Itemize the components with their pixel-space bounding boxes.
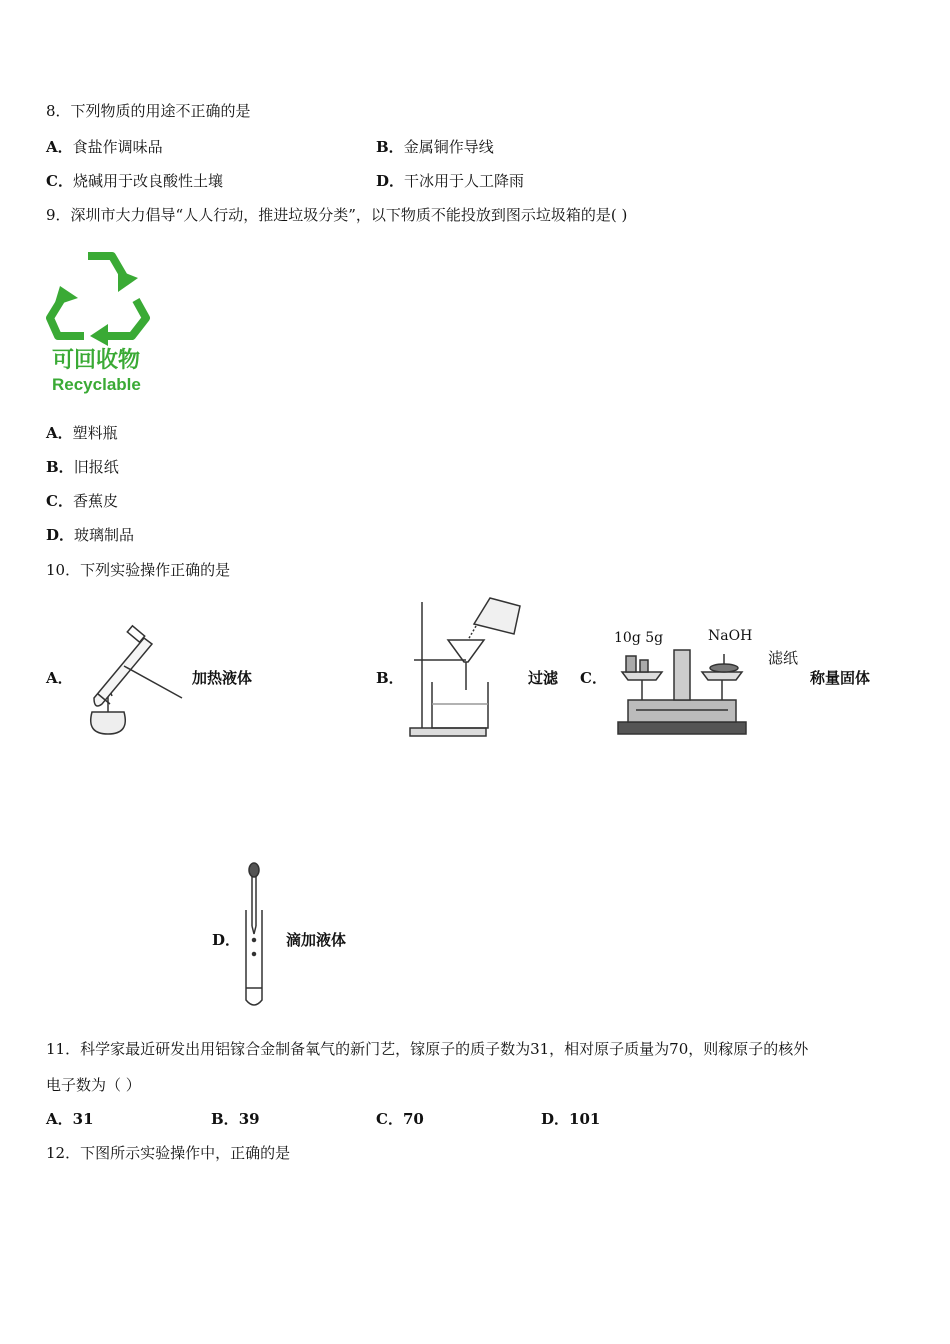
balance-reagent-label: NaOH — [708, 628, 753, 644]
q8-option-c[interactable] — [46, 171, 223, 191]
q11-option-b[interactable] — [211, 1109, 260, 1129]
q10-option-c-letter[interactable]: C． — [580, 669, 607, 687]
option-letter: D． — [541, 1110, 570, 1128]
q11-option-a[interactable] — [46, 1109, 94, 1129]
option-text: 旧报纸 — [73, 458, 119, 476]
option-text: 烧碱用于改良酸性土壤 — [72, 172, 223, 190]
heating-liquid-illustration — [74, 624, 186, 738]
q10-option-c-text: 称量固体 — [810, 669, 871, 687]
option-letter: D． — [376, 172, 405, 190]
q11-stem-line1: 11．科学家最近研发出用铝镓合金制备氧气的新门艺，镓原子的质子数为31，相对原子质量为70，则稼原子的核外 — [46, 1040, 809, 1058]
option-letter: A． — [46, 424, 73, 442]
logo-en-text: Recyclable — [52, 375, 141, 394]
q9-option-b[interactable] — [46, 457, 119, 477]
q10-option-b-letter[interactable]: B． — [376, 669, 404, 687]
option-letter: B． — [211, 1110, 239, 1128]
option-text: 101 — [569, 1110, 601, 1128]
option-text: 香蕉皮 — [72, 492, 118, 510]
balance-illustration — [612, 646, 752, 738]
option-letter: A． — [46, 138, 73, 156]
q10-stem: 10．下列实验操作正确的是 — [46, 561, 231, 579]
q12-stem: 12．下图所示实验操作中，正确的是 — [46, 1144, 291, 1162]
option-letter: D． — [46, 526, 75, 544]
balance-paper-label: 滤纸 — [768, 649, 799, 667]
option-text: 食盐作调味品 — [72, 138, 163, 156]
option-letter: B． — [376, 138, 404, 156]
dropper-illustration — [240, 860, 270, 1008]
option-text: 31 — [72, 1110, 94, 1128]
q9-stem: 9．深圳市大力倡导“人人行动，推进垃圾分类”，以下物质不能投放到图示垃圾箱的是( ) — [46, 206, 628, 224]
option-text: 干冰用于人工降雨 — [404, 172, 525, 190]
q9-option-a[interactable] — [46, 423, 118, 443]
option-text: 玻璃制品 — [74, 526, 135, 544]
option-text: 塑料瓶 — [72, 424, 118, 442]
logo-cn-text: 可回收物 — [52, 348, 141, 373]
q8-option-b[interactable] — [376, 137, 494, 157]
q9-option-d[interactable] — [46, 525, 134, 545]
q8-stem: 8．下列物质的用途不正确的是 — [46, 102, 251, 120]
option-letter: C． — [46, 492, 73, 510]
q9-option-c[interactable] — [46, 491, 118, 511]
q11-option-d[interactable] — [541, 1109, 600, 1129]
q10-option-d-letter[interactable]: D． — [212, 931, 241, 949]
q10-option-a-letter[interactable]: A． — [46, 669, 73, 687]
option-letter: C． — [46, 172, 73, 190]
option-text: 70 — [402, 1110, 424, 1128]
q11-stem-line2: 电子数为（ ） — [46, 1076, 141, 1094]
q10-option-d-text: 滴加液体 — [286, 931, 347, 949]
option-letter: B． — [46, 458, 74, 476]
q8-option-d[interactable] — [376, 171, 524, 191]
filtration-illustration — [402, 594, 526, 738]
option-letter: A． — [46, 1110, 73, 1128]
q10-option-b-text: 过滤 — [528, 669, 559, 687]
balance-weights-label: 10g 5g — [614, 630, 664, 646]
option-letter: C． — [376, 1110, 403, 1128]
q11-option-c[interactable] — [376, 1109, 424, 1129]
option-text: 39 — [238, 1110, 260, 1128]
option-text: 金属铜作导线 — [403, 138, 494, 156]
q8-option-a[interactable] — [46, 137, 163, 157]
recycle-icon — [48, 248, 152, 344]
q10-option-a-text: 加热液体 — [192, 669, 253, 687]
